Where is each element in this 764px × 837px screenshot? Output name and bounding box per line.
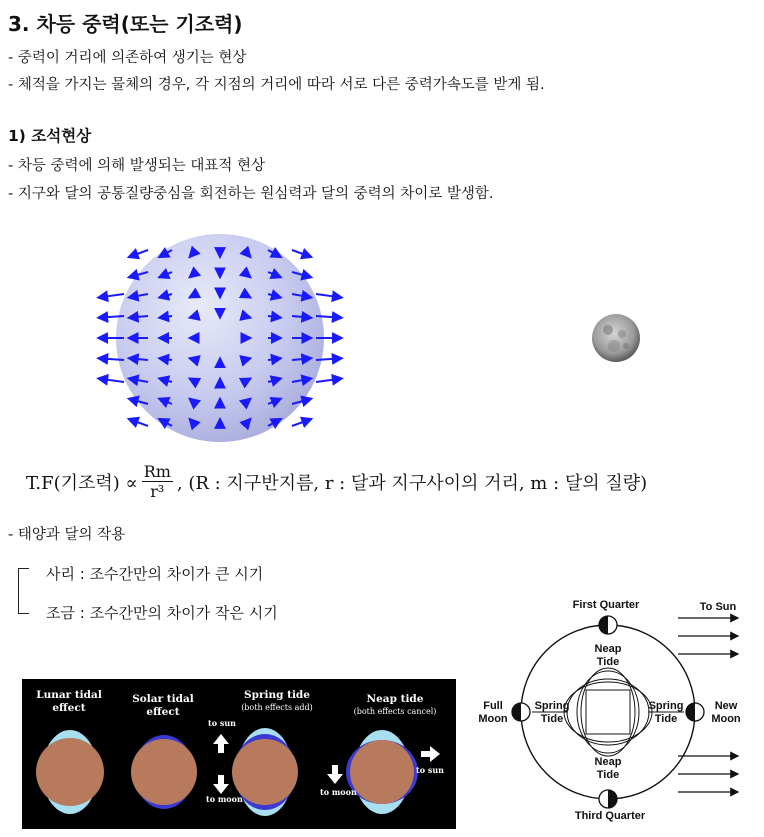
moon-full (512, 703, 530, 721)
tidal-force-formula (26, 462, 647, 501)
tidal-effects-drawing (22, 679, 456, 829)
neap-tide-top-label: Neap Tide (594, 643, 622, 668)
neap-tide-bottom-label: Neap Tide (594, 756, 622, 781)
third-quarter-label: Third Quarter (574, 810, 646, 822)
neap-tide-sub: (both effects cancel) (353, 707, 437, 716)
formula-denominator: r³ (150, 482, 165, 501)
formula-numerator: Rm (143, 462, 171, 481)
spring-tide-label: Spring tide (244, 689, 310, 701)
section-line-2: - 지구와 달의 공통질량중심을 회전하는 원심력과 달의 중력의 차이로 발생함. (8, 186, 494, 202)
force-vector (292, 419, 311, 426)
spring-to-moon-label: to moon (206, 794, 243, 804)
full-moon-label: Full Moon (478, 700, 508, 725)
neap-tide-label: Neap tide (366, 693, 424, 705)
neap-to-moon-label: to moon (320, 787, 357, 797)
tide-bracket (18, 568, 29, 614)
section-title-tides: 1) 조석현상 (8, 127, 92, 145)
formula-rhs: , (R : 지구반지름, r : 달과 지구사이의 거리, m : 달의 질량) (176, 472, 648, 494)
new-moon-label: New Moon (711, 700, 741, 725)
spring-tide-left-label: Spring Tide (534, 700, 570, 725)
neap-tide-definition: 조금 : 조수간만의 차이가 작은 시기 (46, 604, 278, 622)
moon-image (590, 312, 642, 364)
first-quarter-label: First Quarter (572, 599, 640, 611)
tidal-force-globe (95, 228, 365, 448)
page-title: 3. 차등 중력(또는 기조력) (8, 12, 243, 36)
solar-effect-label: Solar tidal effect (132, 693, 194, 718)
tidal-effects-panel (22, 679, 456, 829)
force-vector (98, 378, 124, 382)
spring-tide-definition: 사리 : 조수간만의 차이가 큰 시기 (46, 565, 264, 583)
moon-new (686, 703, 704, 721)
intro-line-1: - 중력이 거리에 의존하여 생기는 현상 (8, 50, 247, 66)
section-line-1: - 차등 중력에 의해 발생되는 대표적 현상 (8, 158, 265, 174)
force-vector (316, 378, 342, 382)
spring-tide-sub: (both effects add) (241, 703, 313, 712)
formula-fraction (142, 462, 173, 501)
lunar-effect-label: Lunar tidal effect (36, 689, 102, 714)
spring-tide-right-label: Spring Tide (648, 700, 684, 725)
force-vector (129, 419, 148, 426)
spring-to-sun-label: to sun (208, 718, 236, 728)
force-vector (129, 250, 148, 257)
neap-to-sun-label: to sun (416, 765, 444, 775)
moon-first-quarter (599, 616, 617, 634)
force-vector (316, 294, 342, 298)
sun-moon-line: - 태양과 달의 작용 (8, 527, 126, 543)
moon-third-quarter (599, 790, 617, 808)
force-vector (292, 250, 311, 257)
intro-line-2: - 체적을 가지는 물체의 경우, 각 지점의 거리에 따라 서로 다른 중력가속도를 받게 됨. (8, 77, 545, 93)
formula-lhs: T.F(기조력) ∝ (26, 472, 138, 494)
to-sun-label: To Sun (699, 601, 737, 613)
force-vector (98, 294, 124, 298)
